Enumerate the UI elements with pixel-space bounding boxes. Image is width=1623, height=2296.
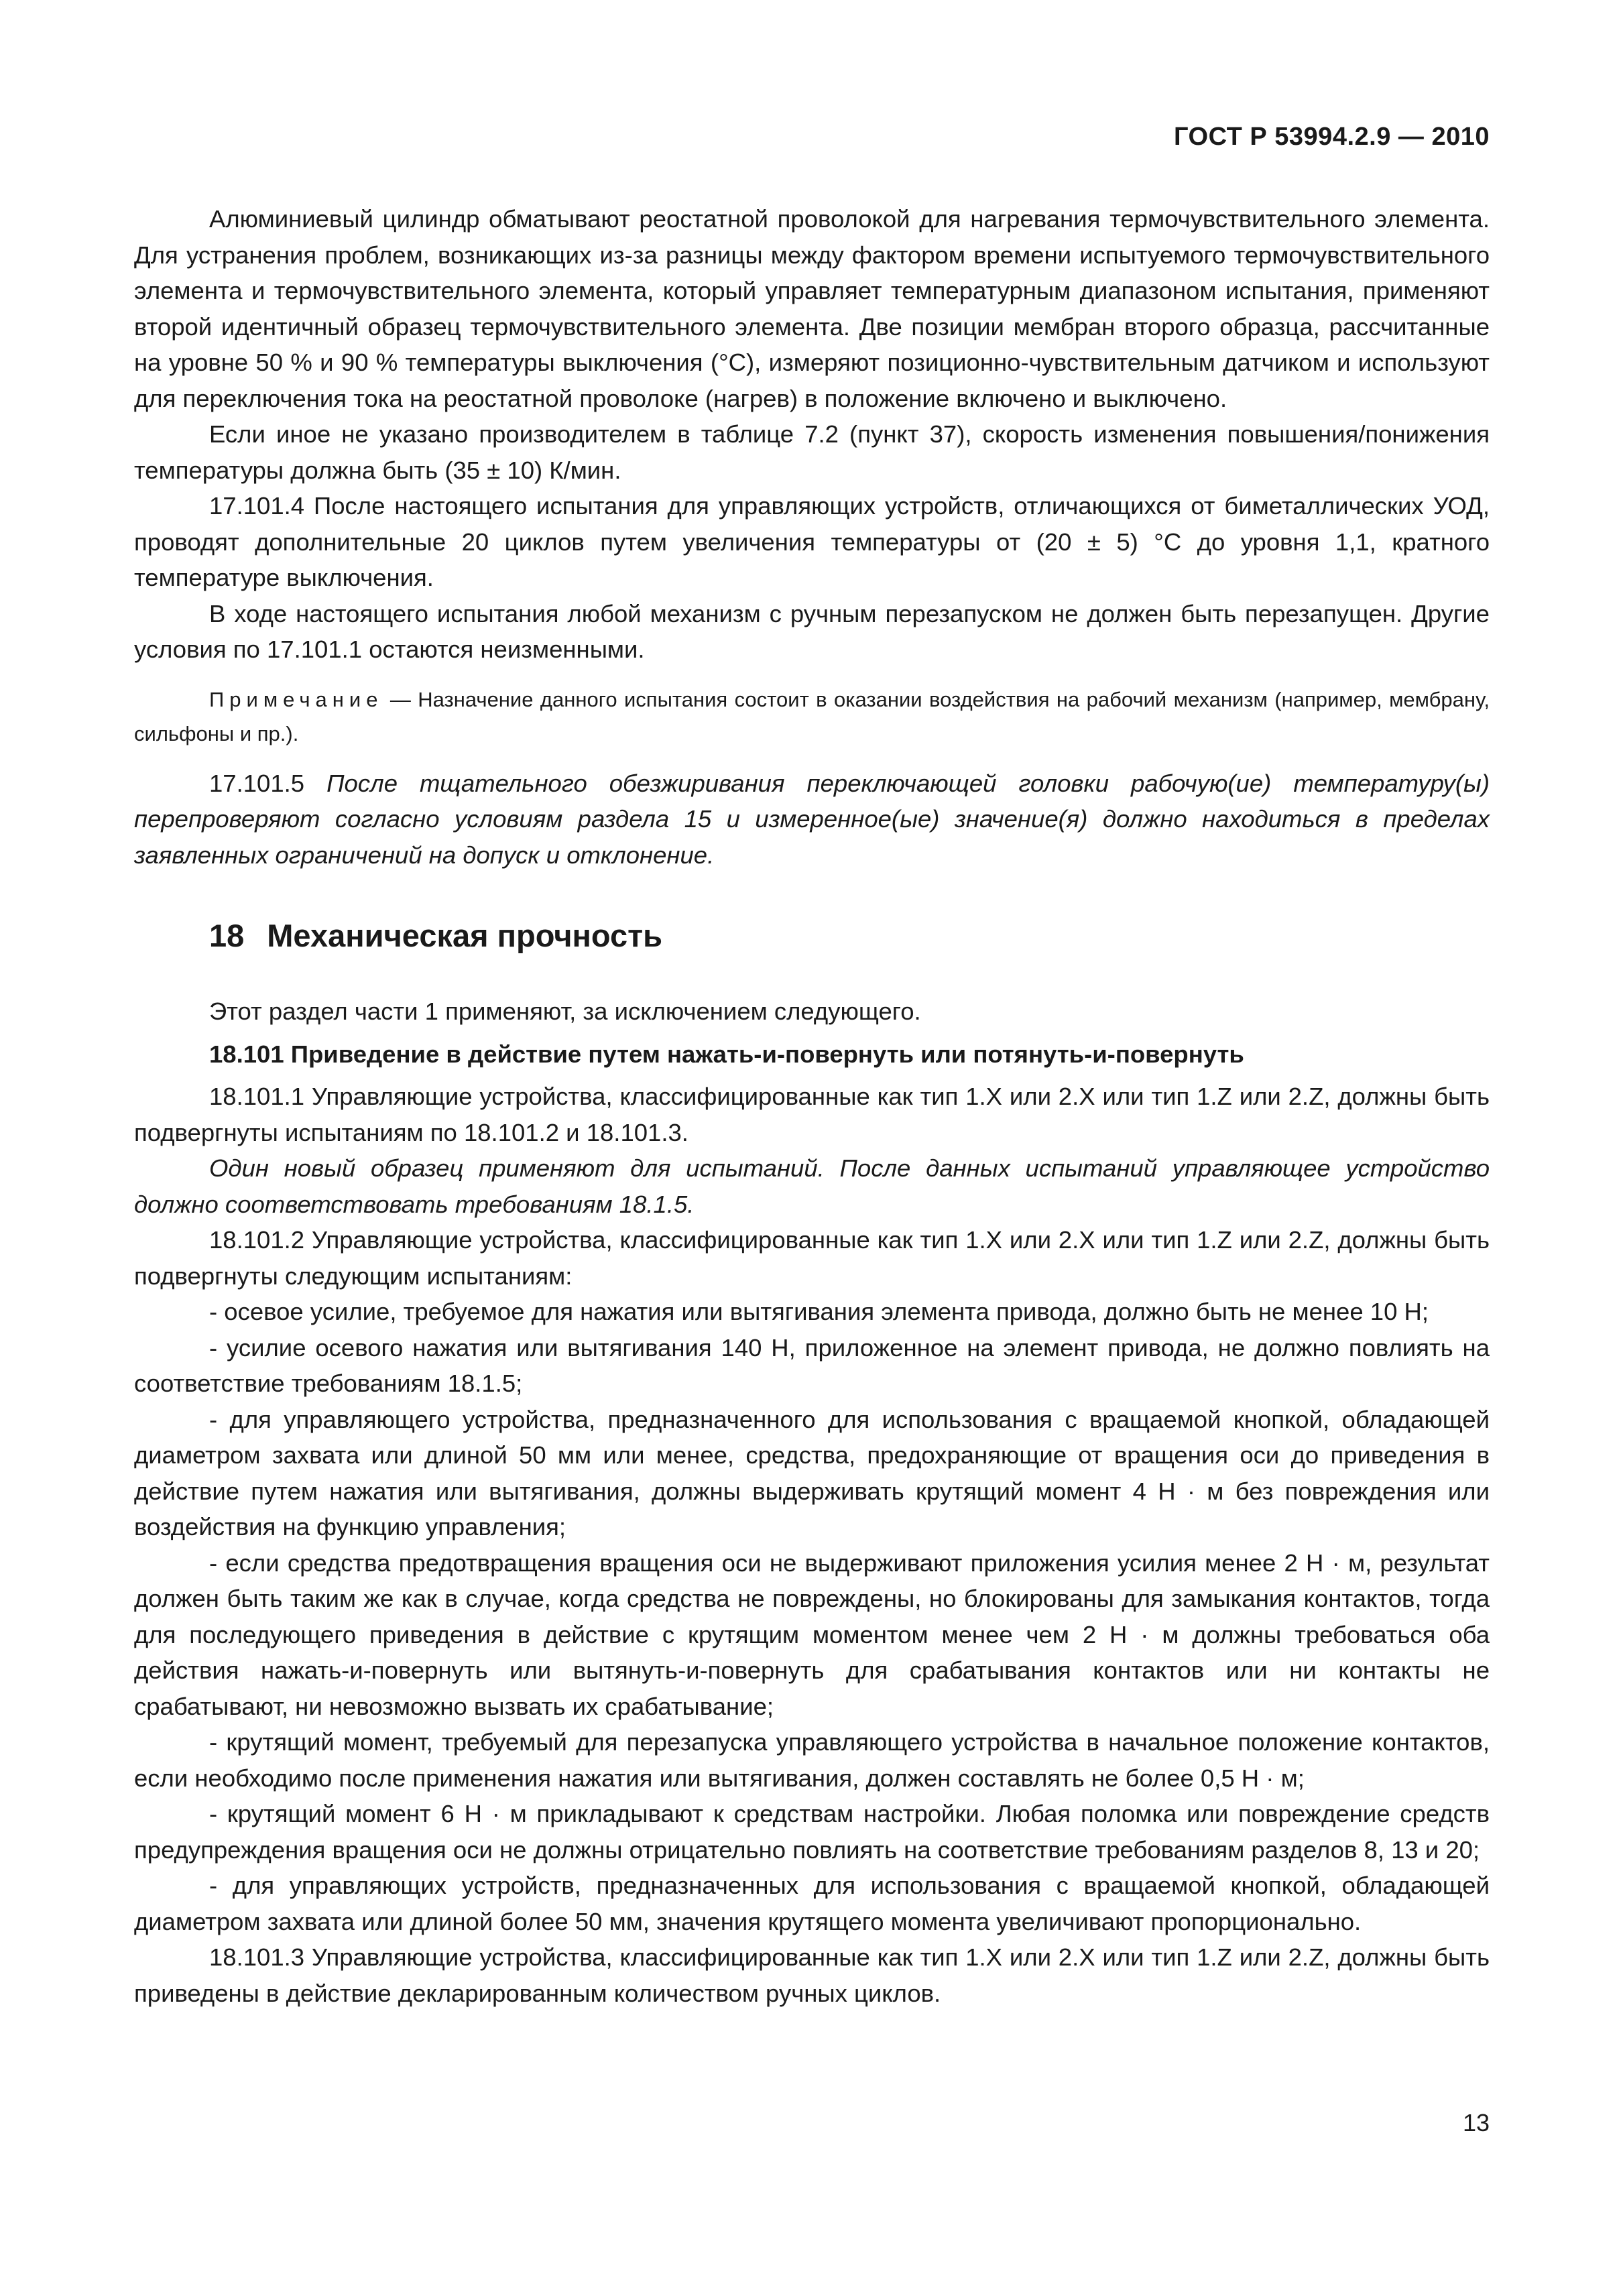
list-item: - крутящий момент 6 Н · м прикладывают к средствам настройки. Любая поломка или повреждение средств предупреждения вращения оси не должны отрицательно повлиять на соответствие требованиям разделов 8, 13 и 20; [134, 1800, 1490, 1864]
section-title: Механическая прочность [267, 918, 663, 953]
list-item: - если средства предотвращения вращения оси не выдерживают приложения усилия менее 2 Н · м, результат должен быть таким же как в случае, когда средства не повреждены, но блокированы для замыкания контактов, тогда для последующего приведения в действие с крутящим моментом менее чем 2 Н · м должны требоваться оба действия нажать-и-повернуть или вытянуть-и-повернуть для срабатывания контактов или ни контакты не срабатывают, ни невозможно вызвать их срабатывание; [134, 1549, 1490, 1720]
list-item: - усилие осевого нажатия или вытягивания 140 Н, приложенное на элемент привода, не должно повлиять на соответствие требованиям 18.1.5; [134, 1333, 1490, 1397]
document-header: ГОСТ Р 53994.2.9 — 2010 [1174, 123, 1490, 151]
note-label: Примечание [209, 687, 383, 711]
section-number: 18 [209, 918, 245, 953]
paragraph: В ходе настоящего испытания любой механизм с ручным перезапуском не должен быть перезапущен. Другие условия по 17.101.1 остаются неизменными. [134, 599, 1490, 663]
subsection-heading: 18.101 Приведение в действие путем нажать-и-повернуть или потянуть-и-повернуть [209, 1040, 1244, 1068]
paragraph: 18.101.3 Управляющие устройства, классифицированные как тип 1.X или 2.X или тип 1.Z или 2.Z, должны быть приведены в действие декларированным количеством ручных циклов. [134, 1943, 1490, 2007]
paragraph-17-101-5 [134, 766, 1490, 873]
list-item: - для управляющего устройства, предназначенного для использования с вращаемой кнопкой, обладающей диаметром захвата или длиной 50 мм или менее, средства, предохраняющие от вращения оси до приведения в действие путем нажатия или вытягивания, должны выдерживать крутящий момент 4 Н · м без повреждения или воздействия на функцию управления; [134, 1405, 1490, 1540]
list-item: - осевое усилие, требуемое для нажатия или вытягивания элемента привода, должно быть не менее 10 Н; [209, 1298, 1429, 1325]
paragraph: 18.101.1 Управляющие устройства, классифицированные как тип 1.X или 2.X или тип 1.Z или 2.Z, должны быть подвергнуты испытаниям по 18.101.2 и 18.101.3. [134, 1083, 1490, 1146]
paragraph-number: 17.101.5 [209, 769, 327, 797]
note-text: — Назначение данного испытания состоит в оказании воздействия на рабочий механизм (например, мембрану, сильфоны и пр.). [134, 687, 1490, 745]
section-heading [134, 917, 1490, 955]
paragraph: 18.101.2 Управляющие устройства, классифицированные как тип 1.X или 2.X или тип 1.Z или 2.Z, должны быть подвергнуты следующим испытаниям: [134, 1226, 1490, 1290]
paragraph: Если иное не указано производителем в таблице 7.2 (пункт 37), скорость изменения повышения/понижения температуры должна быть (35 ± 10) К/мин. [134, 420, 1490, 484]
list-item: - для управляющих устройств, предназначенных для использования с вращаемой кнопкой, обладающей диаметром захвата или длиной более 50 мм, значения крутящего момента увеличивают пропорционально. [134, 1872, 1490, 1935]
paragraph-italic-text: После тщательного обезжиривания переключающей головки рабочую(ие) температуру(ы) перепроверяют согласно условиям раздела 15 и измеренное(ые) значение(я) должно находиться в пределах заявленных ограничений на допуск и отклонение. [134, 769, 1490, 869]
paragraph: Алюминиевый цилиндр обматывают реостатной проволокой для нагревания термочувствительного элемента. Для устранения проблем, возникающих из-за разницы между фактором времени испытуемого термочувствительного элемента и термочувствительного элемента, который управляет температурным диапазоном испытания, применяют второй идентичный образец термочувствительного элемента. Две позиции мембран второго образца, рассчитанные на уровне 50 % и 90 % температуры выключения (°С), измеряют позиционно-чувствительным датчиком и используют для переключения тока на реостатной проволоке (нагрев) в положение включено и выключено. [134, 205, 1490, 412]
list-item: - крутящий момент, требуемый для перезапуска управляющего устройства в начальное положение контактов, если необходимо после применения нажатия или вытягивания, должен составлять не более 0,5 Н · м; [134, 1728, 1490, 1792]
section-intro: Этот раздел части 1 применяют, за исключением следующего. [209, 998, 921, 1025]
paragraph-italic: Один новый образец применяют для испытаний. После данных испытаний управляющее устройство должно соответствовать требованиям 18.1.5. [134, 1154, 1490, 1218]
paragraph: 17.101.4 После настоящего испытания для управляющих устройств, отличающихся от биметаллических УОД, проводят дополнительные 20 циклов путем увеличения температуры от (20 ± 5) °С до уровня 1,1, кратного температуре выключения. [134, 492, 1490, 591]
note [134, 682, 1490, 751]
document-body [134, 201, 1490, 2011]
page-number: 13 [1462, 2109, 1490, 2136]
